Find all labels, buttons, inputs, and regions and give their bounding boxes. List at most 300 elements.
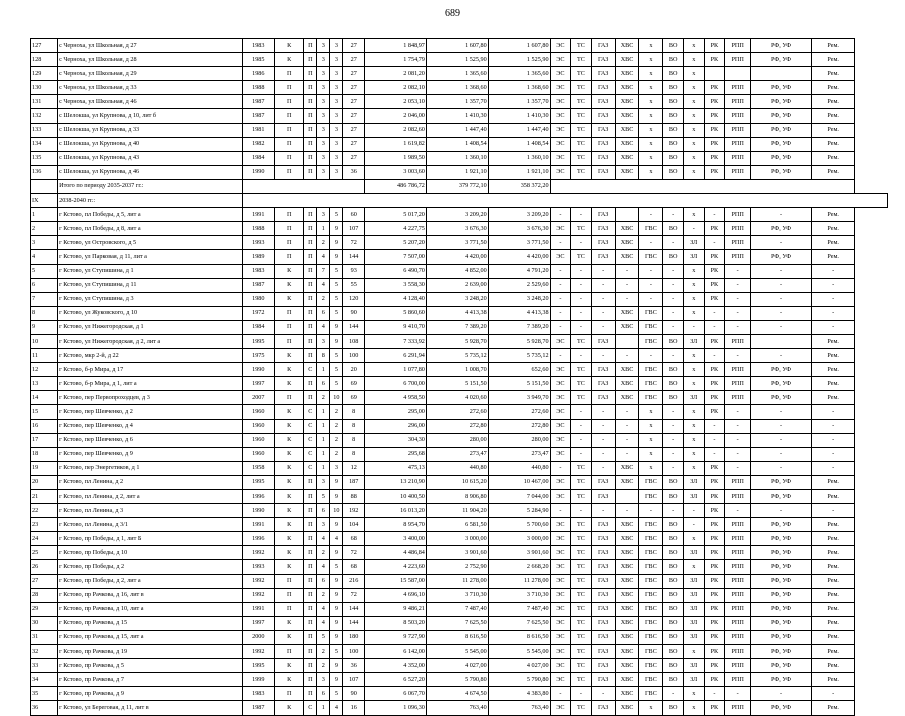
utility-cell: х	[683, 208, 704, 222]
utility-cell: ГАЗ	[591, 546, 615, 560]
total-area-cell: 9 727,90	[365, 630, 427, 644]
utility-cell: РК	[704, 250, 725, 264]
utility-cell: РК	[704, 659, 725, 673]
table-row	[31, 659, 888, 673]
note-cell: -	[811, 504, 854, 518]
utility-cell: РФ, УФ	[751, 546, 812, 560]
utility-cell: РК	[704, 39, 725, 53]
total-area-cell: 15 587,00	[365, 574, 427, 588]
year-cell: 1996	[242, 490, 275, 504]
utility-cell: ГАЗ	[591, 602, 615, 616]
residential-area-cell: 2 668,20	[488, 560, 550, 574]
utility-cell: РПП	[725, 630, 751, 644]
utility-cell: -	[591, 405, 615, 419]
apartments-cell: 68	[343, 532, 365, 546]
type-cell: П	[304, 95, 317, 109]
entrances-cell: 1	[317, 405, 330, 419]
utility-cell: ХВС	[615, 630, 639, 644]
utility-cell: ХВС	[615, 518, 639, 532]
utility-cell: РФ, УФ	[751, 645, 812, 659]
utility-cell: -	[663, 405, 684, 419]
year-cell: 1990	[242, 165, 275, 179]
living-area-cell: 3 901,60	[426, 546, 488, 560]
utility-cell: -	[683, 320, 704, 334]
table-row	[31, 208, 888, 222]
utility-cell: -	[571, 433, 592, 447]
wall-material-cell: П	[275, 137, 304, 151]
utility-cell: -	[615, 264, 639, 278]
utility-cell: х	[683, 165, 704, 179]
utility-cell: ГАЗ	[591, 532, 615, 546]
total-area-cell: 5 017,20	[365, 208, 427, 222]
living-area-cell: 1 447,40	[426, 123, 488, 137]
utility-cell	[615, 490, 639, 504]
residential-area-cell: 7 044,00	[488, 490, 550, 504]
row-number-cell: 36	[31, 701, 58, 715]
residential-area-cell: 5 700,60	[488, 518, 550, 532]
row-number-cell: 21	[31, 490, 58, 504]
floors-cell: 5	[330, 687, 343, 701]
wall-material-cell: П	[275, 334, 304, 348]
utility-cell: РФ, УФ	[751, 137, 812, 151]
row-number-cell	[31, 179, 58, 193]
utility-cell: РПП	[725, 602, 751, 616]
utility-cell: РПП	[725, 560, 751, 574]
utility-cell: РФ, УФ	[751, 574, 812, 588]
residential-area-cell: 3 771,50	[488, 236, 550, 250]
utility-cell: ВО	[663, 151, 684, 165]
apartments-cell: 12	[343, 461, 365, 475]
utility-cell: х	[639, 701, 663, 715]
apartments-cell: 55	[343, 278, 365, 292]
utility-cell: ХВС	[615, 475, 639, 489]
note-cell: -	[811, 278, 854, 292]
note-cell: Рем.	[811, 250, 854, 264]
row-number-cell: 31	[31, 630, 58, 644]
utility-cell: ХВС	[615, 236, 639, 250]
entrances-cell: 3	[317, 39, 330, 53]
table-row	[31, 123, 888, 137]
living-area-cell: 11 904,20	[426, 504, 488, 518]
residential-area-cell: 1 525,90	[488, 53, 550, 67]
row-number-cell: 33	[31, 659, 58, 673]
floors-cell: 2	[330, 405, 343, 419]
utility-cell: х	[683, 306, 704, 320]
residential-area-cell: 5 151,50	[488, 377, 550, 391]
utility-cell: -	[725, 461, 751, 475]
floors-cell: 3	[330, 123, 343, 137]
row-number-cell: 20	[31, 475, 58, 489]
utility-cell: х	[639, 123, 663, 137]
row-number-cell: 131	[31, 95, 58, 109]
type-cell: П	[304, 546, 317, 560]
utility-cell: -	[550, 278, 571, 292]
utility-cell: -	[571, 504, 592, 518]
utility-cell: ТС	[571, 137, 592, 151]
utility-cell: РФ, УФ	[751, 659, 812, 673]
note-cell: Рем.	[811, 560, 854, 574]
row-number-cell: 14	[31, 391, 58, 405]
utility-cell: ТС	[571, 490, 592, 504]
total-area-cell: 295,00	[365, 405, 427, 419]
row-number-cell: 129	[31, 67, 58, 81]
entrances-cell: 2	[317, 292, 330, 306]
utility-cell: РПП	[725, 490, 751, 504]
residential-area-cell: 1 368,60	[488, 81, 550, 95]
utility-cell: ЗЛ	[683, 659, 704, 673]
utility-cell: ЭС	[550, 151, 571, 165]
utility-cell: ХВС	[615, 461, 639, 475]
table-row	[31, 461, 888, 475]
utility-cell: ВО	[663, 53, 684, 67]
row-number-cell: 34	[31, 673, 58, 687]
address-cell: с Черноха, ул Школьная, д 46	[58, 95, 242, 109]
living-area-cell: 1 357,70	[426, 95, 488, 109]
total-area-cell: 5 860,60	[365, 306, 427, 320]
utility-cell: ГВС	[639, 645, 663, 659]
utility-cell: х	[639, 95, 663, 109]
utility-cell: -	[751, 208, 812, 222]
utility-cell: РПП	[725, 645, 751, 659]
wall-material-cell: К	[275, 616, 304, 630]
residential-area-cell: 4 420,00	[488, 250, 550, 264]
year-cell: 1993	[242, 236, 275, 250]
utility-cell: -	[571, 208, 592, 222]
entrances-cell: 4	[317, 602, 330, 616]
utility-cell: х	[639, 165, 663, 179]
utility-cell: ТС	[571, 53, 592, 67]
table-row	[31, 320, 888, 334]
utility-cell: -	[751, 264, 812, 278]
type-cell: П	[304, 574, 317, 588]
utility-cell: РК	[704, 504, 725, 518]
utility-cell: -	[704, 447, 725, 461]
entrances-cell: 3	[317, 673, 330, 687]
utility-cell	[704, 67, 725, 81]
utility-cell: ГВС	[639, 602, 663, 616]
apartments-cell: 144	[343, 616, 365, 630]
utility-cell: ХВС	[615, 701, 639, 715]
utility-cell: ТС	[571, 630, 592, 644]
utility-cell: РК	[704, 532, 725, 546]
apartments-cell: 216	[343, 574, 365, 588]
utility-cell: -	[591, 433, 615, 447]
wall-material-cell: К	[275, 419, 304, 433]
wall-material-cell: К	[275, 349, 304, 363]
note-cell: Рем.	[811, 475, 854, 489]
total-area-cell: 3 400,00	[365, 532, 427, 546]
entrances-cell: 3	[317, 95, 330, 109]
utility-cell: ВО	[663, 574, 684, 588]
utility-cell: ЭС	[550, 645, 571, 659]
utility-cell: РК	[704, 81, 725, 95]
living-area-cell: 4 852,00	[426, 264, 488, 278]
year-cell: 1995	[242, 475, 275, 489]
utility-cell: х	[683, 377, 704, 391]
utility-cell: -	[591, 461, 615, 475]
utility-cell: ЭС	[550, 616, 571, 630]
total-area-cell: 5 207,20	[365, 236, 427, 250]
floors-cell: 2	[330, 419, 343, 433]
utility-cell: х	[683, 405, 704, 419]
utility-cell: ЭС	[550, 334, 571, 348]
note-cell: Рем.	[811, 363, 854, 377]
entrances-cell: 6	[317, 687, 330, 701]
entrances-cell: 4	[317, 250, 330, 264]
utility-cell: -	[571, 264, 592, 278]
utility-cell: РПП	[725, 81, 751, 95]
utility-cell: х	[683, 53, 704, 67]
table-row	[31, 447, 888, 461]
table-row	[31, 67, 888, 81]
note-cell: -	[811, 320, 854, 334]
residential-area-cell: 3 949,70	[488, 391, 550, 405]
utility-cell: ВО	[663, 67, 684, 81]
utility-cell: ЭС	[550, 574, 571, 588]
utility-cell: РФ, УФ	[751, 222, 812, 236]
entrances-cell: 3	[317, 165, 330, 179]
utility-cell: ЭС	[550, 405, 571, 419]
utility-cell: ЭС	[550, 123, 571, 137]
utility-cell: ВО	[663, 630, 684, 644]
utility-cell: ГАЗ	[591, 490, 615, 504]
entrances-cell: 3	[317, 109, 330, 123]
utility-cell: -	[591, 264, 615, 278]
type-cell: П	[304, 250, 317, 264]
utility-cell: ТС	[571, 334, 592, 348]
residential-area-cell: 1 447,40	[488, 123, 550, 137]
utility-cell: РПП	[725, 236, 751, 250]
utility-cell: ХВС	[615, 39, 639, 53]
type-cell: П	[304, 236, 317, 250]
floors-cell: 3	[330, 151, 343, 165]
residential-area-cell: 7 487,40	[488, 602, 550, 616]
utility-cell: -	[704, 687, 725, 701]
utility-cell: -	[591, 320, 615, 334]
address-cell: г Кстово, пр Рачкова, д 7	[58, 673, 242, 687]
utility-cell: ГАЗ	[591, 616, 615, 630]
utility-cell: х	[683, 67, 704, 81]
utility-cell: ГАЗ	[591, 95, 615, 109]
utility-cell: РК	[704, 377, 725, 391]
type-cell: П	[304, 109, 317, 123]
type-cell: П	[304, 504, 317, 518]
table-row	[31, 306, 888, 320]
floors-cell: 9	[330, 236, 343, 250]
table-row	[31, 292, 888, 306]
type-cell: П	[304, 53, 317, 67]
utility-cell: ГАЗ	[591, 165, 615, 179]
floors-cell: 9	[330, 630, 343, 644]
utility-cell: -	[683, 222, 704, 236]
utility-cell: х	[683, 278, 704, 292]
living-area-cell: 6 581,50	[426, 518, 488, 532]
wall-material-cell: К	[275, 292, 304, 306]
note-cell: Рем.	[811, 616, 854, 630]
residential-area-cell: 1 357,70	[488, 95, 550, 109]
entrances-cell: 2	[317, 391, 330, 405]
wall-material-cell: К	[275, 447, 304, 461]
floors-cell: 9	[330, 659, 343, 673]
floors-cell: 5	[330, 264, 343, 278]
year-cell: 1990	[242, 363, 275, 377]
utility-cell: ГАЗ	[591, 334, 615, 348]
row-number-cell: 6	[31, 278, 58, 292]
utility-cell: -	[725, 405, 751, 419]
residential-area-cell: 272,80	[488, 419, 550, 433]
total-label-cell: Итого по периоду 2035-2037 гг.:	[58, 179, 242, 193]
wall-material-cell: П	[275, 109, 304, 123]
residential-area-cell: 1 408,54	[488, 137, 550, 151]
total-area-cell: 1 848,97	[365, 39, 427, 53]
wall-material-cell: П	[275, 602, 304, 616]
utility-cell: ТС	[571, 222, 592, 236]
address-cell: г Кстово, пл Ленина, д 2	[58, 475, 242, 489]
note-cell: Рем.	[811, 222, 854, 236]
row-number-cell: 8	[31, 306, 58, 320]
wall-material-cell: П	[275, 95, 304, 109]
apartments-cell: 104	[343, 518, 365, 532]
note-cell: Рем.	[811, 39, 854, 53]
utility-cell: х	[683, 433, 704, 447]
address-cell: г Кстово, б-р Мира, д 1, лит а	[58, 377, 242, 391]
type-cell: П	[304, 123, 317, 137]
year-cell: 1992	[242, 574, 275, 588]
utility-cell: РФ, УФ	[751, 165, 812, 179]
floors-cell: 5	[330, 306, 343, 320]
total-area-cell: 295,68	[365, 447, 427, 461]
wall-material-cell: К	[275, 278, 304, 292]
residential-area-cell: 273,47	[488, 447, 550, 461]
wall-material-cell: К	[275, 504, 304, 518]
row-number-cell: 29	[31, 602, 58, 616]
total-area-cell: 2 082,60	[365, 123, 427, 137]
floors-cell: 4	[330, 701, 343, 715]
table-row	[31, 165, 888, 179]
utility-cell: -	[571, 687, 592, 701]
note-cell: Рем.	[811, 391, 854, 405]
living-area-cell: 280,00	[426, 433, 488, 447]
utility-cell: -	[725, 278, 751, 292]
row-number-cell: 16	[31, 419, 58, 433]
utility-cell: -	[639, 208, 663, 222]
total-area-cell: 6 142,00	[365, 645, 427, 659]
utility-cell: х	[639, 109, 663, 123]
utility-cell: -	[591, 306, 615, 320]
utility-cell: ГАЗ	[591, 377, 615, 391]
row-number-cell: 17	[31, 433, 58, 447]
utility-cell: -	[751, 461, 812, 475]
utility-cell: ЭС	[550, 137, 571, 151]
utility-cell: ГВС	[639, 659, 663, 673]
utility-cell: ХВС	[615, 363, 639, 377]
utility-cell: ЭС	[550, 81, 571, 95]
utility-cell: х	[683, 701, 704, 715]
utility-cell: ТС	[571, 165, 592, 179]
year-cell: 1981	[242, 123, 275, 137]
residential-area-cell: 4 413,38	[488, 306, 550, 320]
section-row	[31, 194, 888, 208]
utility-cell: ЭС	[550, 109, 571, 123]
entrances-cell: 3	[317, 123, 330, 137]
wall-material-cell: К	[275, 630, 304, 644]
floors-cell: 10	[330, 504, 343, 518]
table-row	[31, 560, 888, 574]
utility-cell: ХВС	[615, 137, 639, 151]
utility-cell: ВО	[663, 137, 684, 151]
living-area-cell: 5 735,12	[426, 349, 488, 363]
floors-cell: 9	[330, 250, 343, 264]
floors-cell: 5	[330, 560, 343, 574]
utility-cell: -	[591, 278, 615, 292]
utility-cell: -	[725, 349, 751, 363]
table-row	[31, 574, 888, 588]
year-cell: 1992	[242, 645, 275, 659]
utility-cell: -	[571, 236, 592, 250]
total-area-cell: 4 486,84	[365, 546, 427, 560]
year-cell: 1991	[242, 602, 275, 616]
year-cell: 1983	[242, 264, 275, 278]
row-number-cell: 130	[31, 81, 58, 95]
utility-cell: х	[683, 560, 704, 574]
utility-cell: ГАЗ	[591, 673, 615, 687]
table-row	[31, 630, 888, 644]
apartments-cell: 100	[343, 349, 365, 363]
table-row	[31, 137, 888, 151]
total-area-cell: 1 754,79	[365, 53, 427, 67]
utility-cell: х	[639, 461, 663, 475]
utility-cell: ЭС	[550, 447, 571, 461]
living-area-cell: 4 420,00	[426, 250, 488, 264]
floors-cell: 9	[330, 475, 343, 489]
utility-cell: ВО	[663, 659, 684, 673]
utility-cell: ВО	[663, 673, 684, 687]
wall-material-cell: К	[275, 659, 304, 673]
utility-cell: ХВС	[615, 687, 639, 701]
utility-cell: ВО	[663, 363, 684, 377]
year-cell: 1991	[242, 518, 275, 532]
apartments-cell: 107	[343, 222, 365, 236]
utility-cell: РФ, УФ	[751, 109, 812, 123]
wall-material-cell: К	[275, 461, 304, 475]
utility-cell: ТС	[571, 602, 592, 616]
utility-cell: ТС	[571, 123, 592, 137]
table-row	[31, 278, 888, 292]
utility-cell: ТС	[571, 363, 592, 377]
utility-cell: ГВС	[639, 560, 663, 574]
apartments-cell: 20	[343, 363, 365, 377]
utility-cell: ТС	[571, 461, 592, 475]
type-cell: С	[304, 447, 317, 461]
row-number-cell: 32	[31, 645, 58, 659]
year-cell: 1995	[242, 659, 275, 673]
floors-cell: 9	[330, 602, 343, 616]
entrances-cell: 1	[317, 701, 330, 715]
utility-cell: ЭС	[550, 518, 571, 532]
utility-cell: РПП	[725, 39, 751, 53]
utility-cell: ГАЗ	[591, 222, 615, 236]
utility-cell: -	[663, 447, 684, 461]
apartments-cell: 27	[343, 109, 365, 123]
utility-cell: ЭС	[550, 53, 571, 67]
utility-cell: ЗЛ	[683, 574, 704, 588]
type-cell: П	[304, 137, 317, 151]
table-row	[31, 334, 888, 348]
total-area-cell: 9 410,70	[365, 320, 427, 334]
page-number: 689	[445, 8, 460, 19]
entrances-cell: 2	[317, 659, 330, 673]
year-cell: 1958	[242, 461, 275, 475]
